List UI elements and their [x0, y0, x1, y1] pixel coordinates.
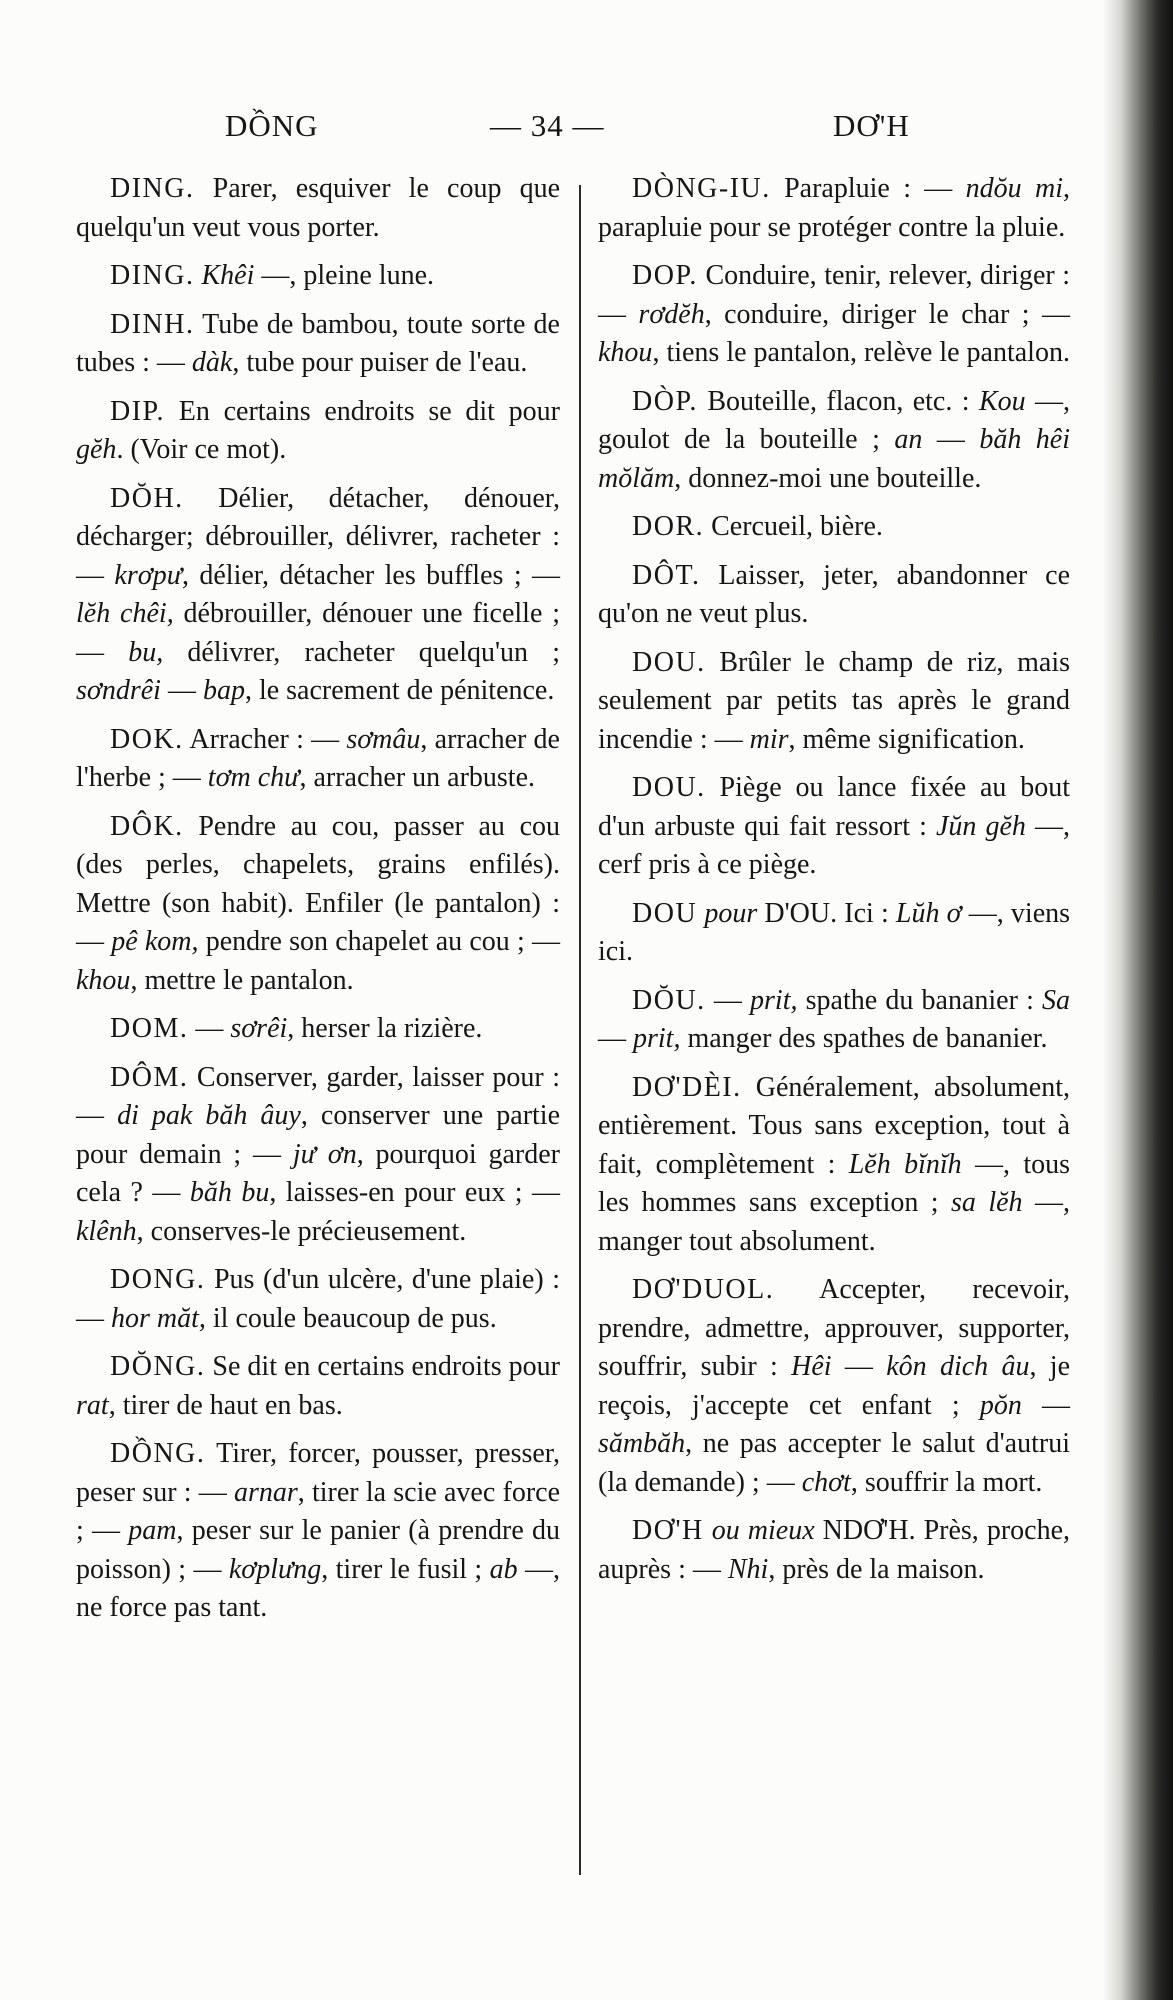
- entry-text: —, cerf pris à ce piège.: [598, 810, 1071, 880]
- entry-term: khou: [598, 337, 653, 368]
- entry-headword: DOM.: [110, 1013, 189, 1044]
- entry-text: D'OU. Ici :: [757, 897, 896, 929]
- entry-text: , conduire, diriger le char ; —: [704, 298, 1070, 330]
- entry-text: Généralement, absolument, entièrement. Tous sans exception, tout à fait, complètement :: [598, 1071, 1070, 1180]
- entry-headword: DÔM.: [110, 1061, 189, 1093]
- entry-term: Lŭh ơ: [895, 897, 962, 929]
- dictionary-entry: [76, 170, 560, 247]
- entry-headword: DOU: [632, 897, 698, 929]
- entry-term: rat: [76, 1389, 109, 1421]
- entry-term: bap: [202, 675, 245, 706]
- entry-term: krơpư: [114, 559, 182, 591]
- book-gutter-shadow: [1103, 0, 1173, 2000]
- column-divider: [579, 185, 581, 1875]
- entry-text: débrouiller, dénouer une ficelle ; —: [76, 598, 561, 668]
- entry-text: , herser la rizière.: [287, 1013, 483, 1044]
- entry-text: —: [922, 424, 980, 455]
- entry-text: —: [195, 1013, 231, 1044]
- dictionary-entry: [598, 1069, 1070, 1262]
- entry-text: , tube pour puiser de l'eau.: [232, 347, 528, 378]
- entry-text: Tirer, forcer, pousser, presser, peser sur : —: [76, 1438, 560, 1508]
- entry-headword: DÒP.: [632, 385, 698, 417]
- entry-text: —: [160, 675, 203, 706]
- entry-term: dàk: [191, 347, 233, 378]
- entry-text: —, pleine lune.: [254, 260, 435, 291]
- entry-text: —, ne force pas tant.: [76, 1553, 560, 1623]
- dictionary-entry: [598, 1271, 1070, 1502]
- entry-term: pam: [128, 1515, 177, 1546]
- dictionary-entry: [598, 508, 1070, 547]
- entry-headword: DŎNG.: [110, 1351, 206, 1382]
- entry-headword: DIP.: [110, 395, 166, 427]
- entry-text: Conserver, garder, laisser pour : —: [76, 1061, 561, 1131]
- entry-term: jư ơn: [292, 1138, 357, 1170]
- entry-term: Jŭn gĕh: [935, 810, 1026, 842]
- dictionary-entry: [76, 1348, 560, 1425]
- entry-headword: DÔT.: [632, 559, 701, 591]
- entry-text: Parer, esquiver le coup que quelqu'un veut vous porter.: [76, 173, 560, 243]
- entry-text: Bouteille, flacon, etc. :: [707, 385, 979, 417]
- entry-headword: DOP.: [632, 260, 698, 291]
- entry-text: —: [831, 1351, 887, 1382]
- entry-headword: DỒNG.: [110, 1438, 206, 1469]
- entry-headword: DÔK.: [110, 810, 184, 842]
- entry-headword: DOK.: [110, 723, 184, 755]
- entry-term: sơmâu: [346, 723, 421, 755]
- entry-term: sơndrêi: [76, 675, 161, 706]
- entry-text: —: [1021, 1389, 1070, 1421]
- entry-text: NDƠ'H. Près, proche, auprès : —: [598, 1515, 1071, 1585]
- left-column: [76, 170, 560, 1638]
- entry-text: , mettre le pantalon.: [130, 964, 354, 996]
- entry-term: băh hêi mŏlăm: [598, 424, 1070, 494]
- dictionary-entry: [598, 1512, 1070, 1589]
- entry-text: . (Voir ce mot).: [116, 434, 287, 465]
- entry-headword: DING.: [110, 260, 195, 291]
- dictionary-entry: [598, 383, 1070, 499]
- entry-headword: DOU.: [632, 646, 706, 678]
- entry-text: il coule beaucoup de pus.: [205, 1302, 497, 1334]
- entry-term: lĕh chêi,: [76, 598, 174, 629]
- entry-text: , arracher de l'herbe ; —: [76, 723, 560, 793]
- entry-text: , même signification.: [788, 723, 1025, 755]
- entry-term: Lĕh bĭnĭh: [848, 1148, 962, 1180]
- entry-term: Kou: [978, 385, 1026, 417]
- entry-term: rơdĕh: [638, 298, 705, 330]
- entry-term: sơrêi: [230, 1013, 288, 1044]
- entry-term: tơm chư: [207, 762, 300, 793]
- entry-text: , le sacrement de pénitence.: [244, 675, 555, 706]
- dictionary-entry: [76, 1435, 560, 1628]
- entry-term: ab: [489, 1553, 518, 1585]
- entry-headword: DŎH.: [110, 482, 184, 514]
- dictionary-entry: [76, 1010, 560, 1049]
- entry-text: spathe du bananier :: [797, 984, 1043, 1016]
- entry-text: , parapluie pour se protéger contre la pluie.: [598, 173, 1070, 243]
- entry-text: —: [713, 984, 751, 1016]
- entry-text: , tirer la scie avec force ; —: [76, 1476, 560, 1546]
- entry-text: —, goulot de la bouteille ;: [598, 385, 1071, 455]
- dictionary-entry: [598, 644, 1070, 760]
- entry-text: Pus (d'un ulcère, d'une plaie) : —: [76, 1264, 561, 1334]
- entry-text: , ne pas accepter le salut d'autrui (la demande) ; —: [598, 1428, 1070, 1498]
- entry-text: Piège ou lance fixée au bout d'un arbuste qui fait ressort :: [598, 772, 1071, 842]
- entry-term: Hêi: [791, 1351, 832, 1382]
- entry-term: klênh: [76, 1215, 137, 1247]
- entry-text: , tirer de haut en bas.: [108, 1389, 343, 1421]
- entry-term: pŏn: [979, 1389, 1022, 1421]
- entry-text: , donnez-moi une bouteille.: [674, 462, 982, 494]
- right-column: [598, 170, 1070, 1599]
- entry-term: ou mieux: [711, 1515, 815, 1546]
- entry-text: En certains endroits se dit pour: [178, 395, 560, 427]
- entry-text: —, tous les hommes sans exception ;: [598, 1148, 1070, 1218]
- entry-headword: DƠ'H: [632, 1515, 704, 1546]
- entry-headword: DING.: [110, 173, 195, 204]
- entry-term: prit,: [750, 984, 798, 1016]
- entry-term: Khêi: [201, 260, 255, 291]
- entry-headword: DOU.: [632, 772, 706, 803]
- entry-term: mir: [749, 723, 789, 755]
- entry-text: pendre son chapelet au cou ; —: [198, 926, 561, 957]
- left-running-headword: DỒNG: [225, 108, 319, 143]
- entry-term: băh bu: [189, 1177, 270, 1208]
- entry-text: , je reçois, j'accepte cet enfant ;: [598, 1351, 1070, 1421]
- page-header: [0, 108, 1100, 150]
- entry-text: Pendre au cou, passer au cou (des perles, chapelets, grains enfilés). Mettre (son habit). Enfiler (le pantalon) : —: [76, 810, 561, 957]
- entry-text: manger des spathes de bananier.: [680, 1023, 1048, 1054]
- entry-text: —, manger tout absolument.: [598, 1187, 1070, 1257]
- entry-text: Tube de bambou, toute sorte de tubes : —: [76, 308, 560, 378]
- entry-term: an: [894, 424, 923, 455]
- dictionary-entry: [76, 721, 560, 798]
- dictionary-entry: [76, 1059, 560, 1252]
- dictionary-entry: [76, 1261, 560, 1338]
- entry-text: Parapluie : —: [784, 173, 966, 204]
- entry-term: ndŏu mi: [965, 173, 1063, 204]
- entry-text: Laisser, jeter, abandonner ce qu'on ne veut plus.: [598, 559, 1070, 629]
- entry-headword: DOR.: [632, 511, 705, 542]
- entry-text: —, viens ici.: [598, 897, 1071, 967]
- entry-text: Brûler le champ de riz, mais seulement par petits tas après le grand incendie : —: [598, 646, 1070, 755]
- entry-headword: DONG.: [110, 1264, 206, 1295]
- entry-text: délivrer, racheter quelqu'un ;: [163, 636, 560, 668]
- entry-text: Accepter, recevoir, prendre, admettre, approuver, supporter, souffrir, subir :: [598, 1274, 1070, 1382]
- entry-term: kôn dich âu: [886, 1351, 1030, 1382]
- entry-text: Délier, détacher, dénouer, décharger; débrouiller, délivrer, racheter : —: [76, 482, 560, 591]
- entry-term: khou: [76, 964, 131, 996]
- page-number: — 34 —: [490, 108, 605, 143]
- entry-headword: DƠ'DUOL.: [632, 1274, 775, 1305]
- entry-text: , laisses-en pour eux ; —: [269, 1177, 561, 1208]
- entry-text: , tirer le fusil ;: [321, 1553, 490, 1585]
- entry-term: pê kom,: [111, 926, 199, 957]
- entry-term: prit,: [633, 1023, 681, 1054]
- dictionary-entry: [598, 257, 1070, 373]
- entry-text: , délier, détacher les buffles ; —: [181, 559, 561, 591]
- dictionary-entry: [76, 257, 560, 296]
- entry-term: chơt: [801, 1466, 851, 1498]
- entry-headword: DƠ'DÈI.: [632, 1071, 742, 1103]
- dictionary-entry: [76, 480, 560, 711]
- entry-text: , peser sur le panier (à prendre du poisson) ; —: [76, 1515, 561, 1585]
- entry-term: gĕh: [76, 434, 117, 465]
- entry-term: bu,: [128, 636, 164, 668]
- entry-headword: DINH.: [110, 308, 195, 340]
- dictionary-entry: [598, 895, 1070, 972]
- dictionary-entry: [76, 393, 560, 470]
- entry-term: sămbăh: [598, 1428, 686, 1459]
- entry-term: sa lĕh: [951, 1187, 1023, 1218]
- entry-term: pour: [704, 897, 758, 929]
- dictionary-entry: [76, 808, 560, 1001]
- right-running-headword: DƠ'H: [833, 108, 910, 143]
- dictionary-entry: [598, 982, 1070, 1059]
- entry-term: Nhi: [727, 1553, 769, 1585]
- entry-text: Conduire, tenir, relever, diriger : —: [598, 260, 1071, 330]
- entry-text: , arracher un arbuste.: [299, 762, 535, 793]
- entry-term: kơplưng: [228, 1553, 322, 1585]
- entry-text: , conserves-le précieusement.: [136, 1215, 467, 1247]
- entry-term: di pak băh âuy: [117, 1100, 301, 1131]
- entry-term: Sa: [1042, 984, 1071, 1016]
- entry-text: Arracher : —: [189, 723, 347, 755]
- entry-headword: DÒNG-IU.: [632, 173, 771, 204]
- entry-text: —: [598, 1023, 633, 1054]
- dictionary-entry: [598, 557, 1070, 634]
- entry-text: , pourquoi garder cela ? —: [76, 1138, 561, 1208]
- entry-headword: DŎU.: [632, 984, 706, 1016]
- entry-text: , près de la maison.: [768, 1553, 985, 1585]
- entry-text: , tiens le pantalon, relève le pantalon.: [652, 337, 1070, 368]
- entry-text: , souffrir la mort.: [850, 1466, 1043, 1498]
- entry-term: arnar: [233, 1476, 298, 1508]
- entry-term: hor măt,: [111, 1302, 206, 1334]
- entry-text: Cercueil, bière.: [711, 511, 883, 542]
- dictionary-entry: [76, 306, 560, 383]
- dictionary-entry: [598, 170, 1070, 247]
- entry-text: , conserver une partie pour demain ; —: [76, 1100, 561, 1170]
- entry-text: Se dit en certains endroits pour: [212, 1351, 560, 1382]
- dictionary-entry: [598, 769, 1070, 885]
